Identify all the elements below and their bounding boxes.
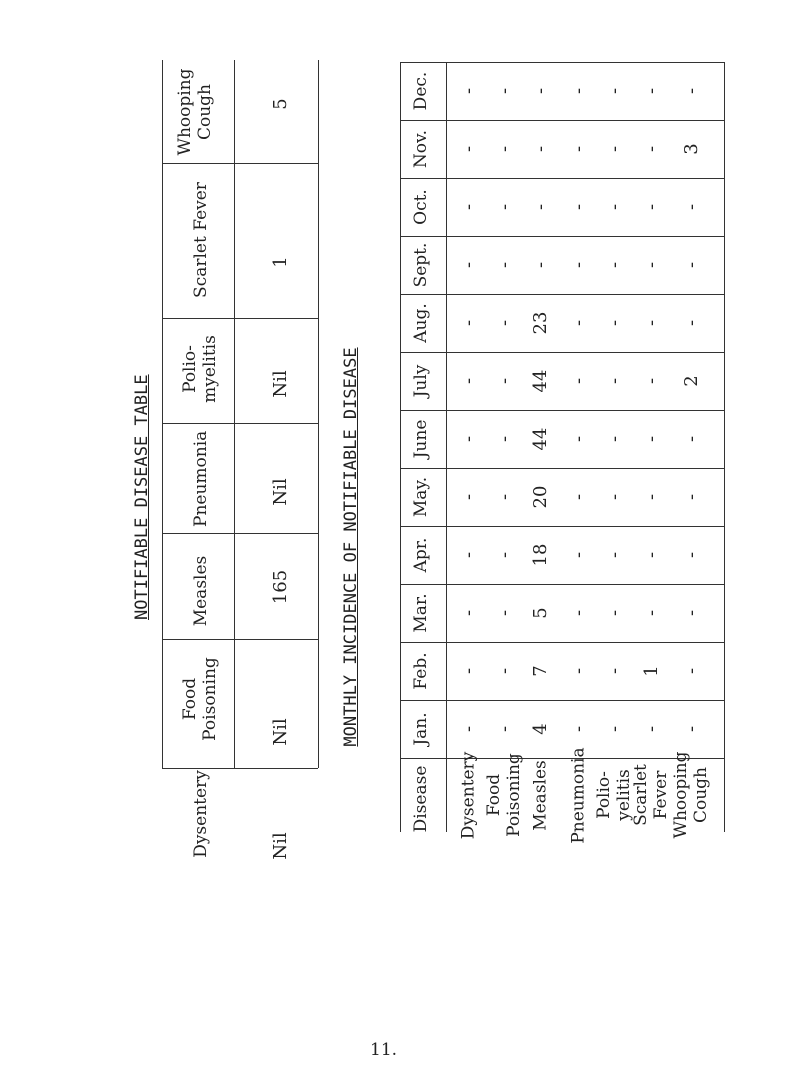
disease-count: Nil [270,478,291,506]
month-count: - [604,319,625,327]
month-count: - [641,551,662,559]
month-count: - [458,667,479,675]
month-header: Aug. [411,303,431,343]
row-divider [162,768,318,769]
month-count: - [604,261,625,269]
disease-count: 5 [270,98,291,110]
month-count: - [458,377,479,385]
month-header: Jan. [411,712,431,746]
month-count: - [641,145,662,153]
month-count: - [458,435,479,443]
page-number: 11. [370,1040,398,1060]
disease-label: Polio- myelitis [180,335,220,403]
month-count: - [604,435,625,443]
month-count: 2 [681,375,702,387]
disease-label: Whooping Cough [175,68,215,156]
month-count: - [568,435,589,443]
disease-count: Nil [270,832,291,860]
table1-right-border [318,60,319,768]
disease-count: 165 [270,569,291,605]
disease-count: Nil [270,370,291,398]
month-row-divider [400,120,724,121]
month-count: - [494,725,515,733]
month-count: - [494,609,515,617]
month-count: - [641,261,662,269]
month-count: - [604,609,625,617]
month-row-divider [400,352,724,353]
month-count: - [641,377,662,385]
month-count: - [568,203,589,211]
disease-label: Scarlet Fever [191,182,211,298]
disease-row-label: Pneumonia [568,746,589,844]
month-count: 20 [530,485,551,509]
month-header: Sept. [411,242,431,288]
month-row-divider [400,642,724,643]
month-count: - [458,145,479,153]
month-row-divider [400,62,724,63]
month-count: - [494,145,515,153]
month-row-divider [400,584,724,585]
month-header: May. [411,476,431,518]
disease-count: Nil [270,718,291,746]
month-count: - [604,87,625,95]
month-count: - [681,667,702,675]
table2-right-border [724,62,725,832]
month-header: Mar. [411,593,431,633]
monthly-incidence-title: MONTHLY INCIDENCE OF NOTIFIABLE DISEASE [341,347,361,747]
row-divider [162,639,318,640]
month-count: - [494,261,515,269]
month-count: - [568,377,589,385]
month-count: 5 [530,607,551,619]
month-count: - [458,725,479,733]
month-row-divider [400,468,724,469]
row-divider [162,318,318,319]
row-divider [162,533,318,534]
month-count: - [604,203,625,211]
month-count: - [568,319,589,327]
month-header: Nov. [411,129,431,169]
month-count: - [458,493,479,501]
month-count: - [494,319,515,327]
month-count: 18 [530,543,551,567]
month-count: 44 [530,369,551,393]
month-header: June [411,419,431,459]
notifiable-disease-table-title: NOTIFIABLE DISEASE TABLE [132,374,152,620]
month-count: - [681,203,702,211]
month-count: - [604,377,625,385]
month-count: - [458,261,479,269]
month-count: - [530,203,551,211]
month-count: - [681,435,702,443]
month-count: - [530,261,551,269]
month-count: 44 [530,427,551,451]
disease-label: Food Poisoning [180,657,220,741]
month-count: - [681,551,702,559]
month-row-divider [400,178,724,179]
month-count: - [641,87,662,95]
table1-divider [234,60,235,768]
disease-row-label: Scarlet Fever [631,764,671,826]
month-count: - [681,319,702,327]
month-count: - [641,203,662,211]
month-count: - [494,87,515,95]
month-row-divider [400,410,724,411]
month-count: - [604,551,625,559]
disease-row-label: Measles [530,759,551,831]
month-count: - [494,493,515,501]
month-count: - [641,725,662,733]
disease-header: Disease [411,765,431,833]
month-count: 4 [530,723,551,735]
disease-row-label: Whooping Cough [671,751,711,839]
table1-left-border [162,60,163,768]
month-count: 7 [530,665,551,677]
month-count: - [604,145,625,153]
month-row-divider [400,700,724,701]
month-count: - [530,145,551,153]
month-count: - [604,667,625,675]
month-count: - [641,609,662,617]
month-count: - [458,319,479,327]
disease-count: 1 [270,256,291,268]
month-count: - [568,667,589,675]
row-divider [162,163,318,164]
month-count: - [604,725,625,733]
month-count: - [568,551,589,559]
month-count: - [641,319,662,327]
month-count: - [681,261,702,269]
month-count: - [458,609,479,617]
month-count: 23 [530,311,551,335]
month-count: - [494,551,515,559]
month-count: - [641,493,662,501]
disease-label: Dysentery [191,770,211,858]
month-count: - [641,435,662,443]
disease-row-label: Dysentery [458,751,479,839]
month-count: - [568,145,589,153]
month-count: - [494,203,515,211]
month-count: - [494,435,515,443]
disease-row-label: Polio- yelitis [594,769,634,821]
disease-label: Pneumonia [191,430,211,527]
month-row-divider [400,294,724,295]
month-header: July [411,364,431,398]
month-header: Apr. [411,537,431,573]
month-count: - [568,725,589,733]
month-count: - [604,493,625,501]
month-count: - [681,87,702,95]
month-count: - [494,667,515,675]
month-count: - [458,87,479,95]
month-row-divider [400,526,724,527]
month-count: - [568,609,589,617]
month-count: - [494,377,515,385]
month-count: - [458,551,479,559]
month-count: - [530,87,551,95]
month-header: Dec. [411,71,431,111]
month-row-divider [400,236,724,237]
month-count: - [681,493,702,501]
month-count: - [681,609,702,617]
month-count: 1 [641,665,662,677]
month-count: 3 [681,143,702,155]
month-count: - [568,493,589,501]
month-header: Feb. [411,652,431,690]
month-header: Oct. [411,189,431,225]
month-count: - [568,87,589,95]
month-count: - [458,203,479,211]
month-count: - [681,725,702,733]
row-divider [162,423,318,424]
disease-label: Measles [191,555,211,627]
disease-row-label: Food Poisoning [484,753,524,837]
month-count: - [568,261,589,269]
